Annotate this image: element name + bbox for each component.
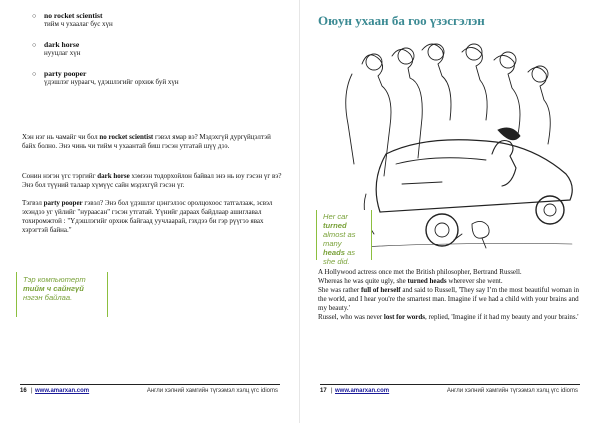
footer-separator: | — [31, 388, 33, 394]
book-title: Англи хэлний хамгийн түгээмэл хэлц үгс idioms — [446, 388, 578, 394]
website-link[interactable]: www.amarxan.com — [35, 388, 90, 394]
page-footer — [320, 384, 580, 397]
story-text — [318, 268, 584, 322]
story-line: Russel, who was never lost for words, replied, 'Imagine if it had my beauty and your brains.' — [318, 313, 579, 321]
callout-highlight: тийм ч сайнгүй — [23, 284, 84, 293]
paragraph-rocket-scientist: Хэн нэг нь чамайг чи бол no rocket scientist гэвэл ямар вэ? Мэдэхгүй дургүйцэлтэй байх болно. Энэ чинь чи тийм ч ухаантай биш гэсэн утгатай шүү дээ. — [22, 133, 271, 150]
story-line: A Hollywood actress once met the British philosopher, Bertrand Russell. — [318, 268, 522, 276]
idiom-definition: нууцлаг хүн — [44, 49, 81, 57]
story-line: Whereas he was quite ugly, she turned heads wherever she went. — [318, 277, 503, 285]
idiom-item — [32, 11, 282, 29]
idiom-highlight: no rocket scientist — [99, 133, 154, 141]
idiom-highlight: turned heads — [407, 277, 447, 285]
story-line: She was rather full of herself and said to Russell, 'They say I’m the most beautiful woman in the world, and I hear you're the smartest man. Imagine if we had a child with your brains and my beauty.' — [318, 286, 580, 312]
idiom-highlight: lost for words — [383, 313, 425, 321]
idiom-highlight: full of herself — [360, 286, 401, 294]
callout-box: Her car turned almost as many heads as she did. — [316, 210, 372, 260]
idiom-term: no rocket scientist — [44, 11, 103, 20]
page-number: 16 — [20, 388, 27, 394]
book-title: Англи хэлний хамгийн түгээмэл хэлц үгс idioms — [146, 388, 278, 394]
callout-text: Тэр компьютерт — [23, 275, 86, 284]
idiom-term: party pooper — [44, 69, 87, 78]
idiom-item — [32, 40, 282, 58]
callout-text: нэгэн байлаа. — [23, 293, 73, 302]
idiom-list — [32, 11, 282, 98]
idiom-highlight: party pooper — [43, 199, 83, 207]
idiom-definition: үдэшлэг нураагч, үдэшлэгийг орхиж буй хүн — [44, 78, 179, 86]
circle-bullet-icon: ○ — [32, 41, 37, 49]
paragraph-dark-horse: Сонин нэгэн үгс тэргийг dark horse хэмээн тодорхойлон байвал энэ нь юу гэсэн үг вэ? Энэ бол түүний талаар хүмүүс сайн мэдэхгүй гэсэн үг. — [22, 172, 282, 189]
page-title: Оюун ухаан ба гоо үзэсгэлэн — [318, 13, 485, 28]
page-number: 17 — [320, 388, 327, 394]
circle-bullet-icon: ○ — [32, 70, 37, 78]
idiom-definition: тийм ч ухаалаг бус хүн — [44, 20, 113, 28]
website-link[interactable]: www.amarxan.com — [335, 388, 390, 394]
paragraph-party-pooper: Тэгвэл party pooper гэвэл? Энэ бол үдэшлэг цэнгэлээс оролцохоос татгалзаж, эсвэл эхэндээ уг үйлийг "нураасан" гэсэн утгатай. Үүнийг дараах байдлаар ашиглавал тохиромжтой : "Үдэшлэгийг орхиж байгаад уучлаарай, гэхдээ би гэр рүүгээ явах хэрэгтэй байна." — [22, 199, 273, 234]
page-footer — [20, 384, 280, 397]
idiom-term: dark horse — [44, 40, 80, 49]
circle-bullet-icon: ○ — [32, 12, 37, 20]
callout-highlight: heads — [323, 248, 345, 257]
idiom-item — [32, 69, 282, 87]
right-page — [300, 0, 600, 423]
idiom-highlight: dark horse — [97, 172, 130, 180]
callout-box — [16, 272, 108, 317]
callout-highlight: turned — [323, 221, 347, 230]
footer-separator: | — [331, 388, 333, 394]
